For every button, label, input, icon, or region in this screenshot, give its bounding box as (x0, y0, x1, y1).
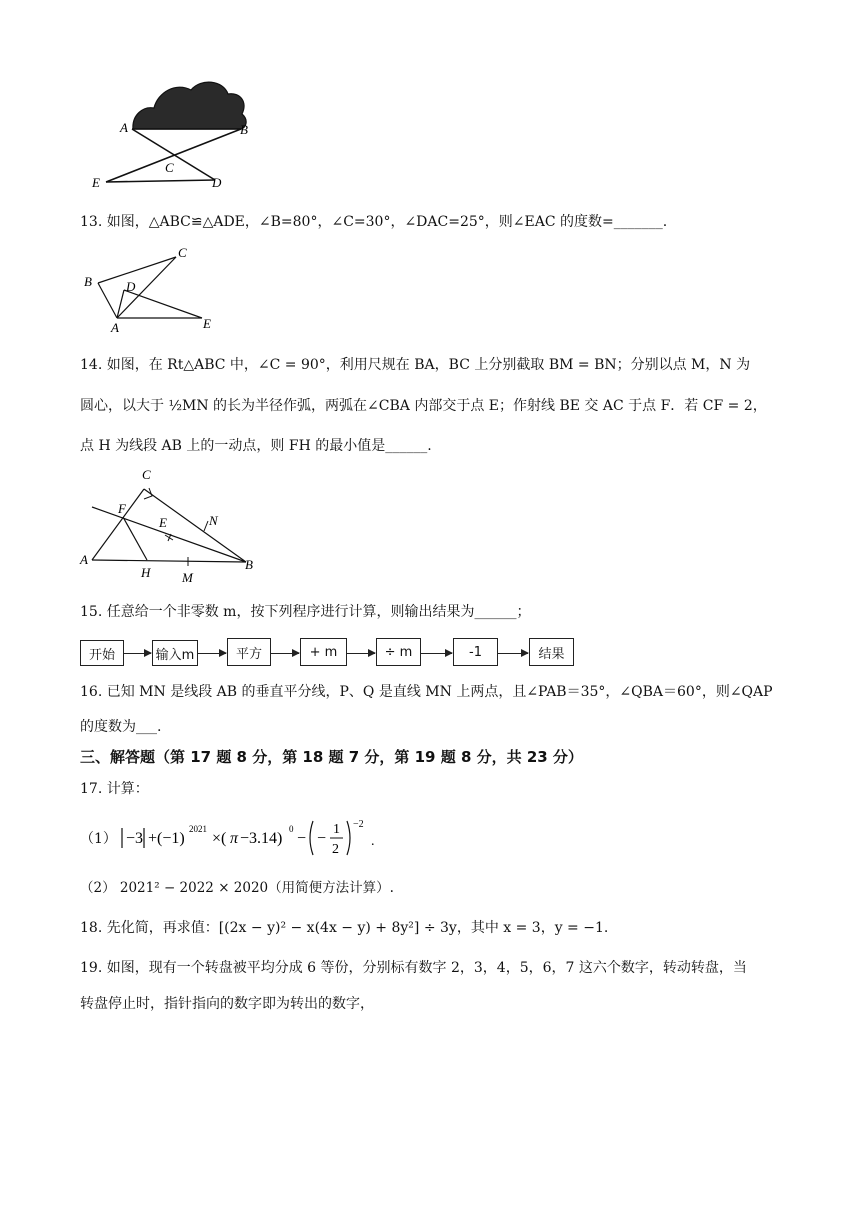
flow-step-square: 平方 (227, 638, 271, 666)
label-M: M (182, 570, 193, 585)
svg-text:2: 2 (331, 842, 339, 857)
flow-step-add-m: + m (300, 638, 347, 666)
svg-text:0: 0 (288, 824, 294, 834)
cloud-shape (133, 82, 246, 129)
question-16-line-2: 的度数为___. (80, 719, 162, 735)
label-D: D (212, 175, 222, 190)
svg-text:2021: 2021 (188, 824, 207, 834)
flow-arrow-icon (271, 653, 299, 654)
label-B: B (245, 557, 253, 572)
label-N: N (209, 513, 218, 528)
svg-text:+(−1): +(−1) (147, 830, 185, 847)
question-18-text: 18. 先化简，再求值：[(2x − y)² − x(4x − y) + 8y²] ÷ 3y，其中 x = 3，y = −1. (80, 920, 609, 936)
label-A: A (111, 320, 119, 335)
label-H: H (141, 565, 151, 580)
flow-step-result: 结果 (529, 638, 574, 666)
figure-12 (88, 70, 268, 195)
flow-step-start: 开始 (80, 640, 124, 666)
label-A: A (80, 552, 88, 567)
svg-text:×(: ×( (211, 830, 227, 847)
part-1-expression (117, 815, 417, 861)
label-B: B (84, 274, 92, 289)
svg-text:−: − (296, 830, 306, 847)
question-15-text: 15. 任意给一个非零数 m，按下列程序进行计算，则输出结果为______； (80, 604, 531, 620)
label-E: E (203, 316, 211, 331)
flow-arrow-icon (124, 653, 151, 654)
label-E: E (92, 175, 100, 190)
question-14-line-3: 点 H 为线段 AB 上的一动点，则 FH 的最小值是______. (80, 438, 432, 454)
label-B: B (240, 122, 248, 137)
question-17-part-2: （2） 2021² − 2022 × 2020（用简便方法计算）. (80, 880, 394, 896)
svg-text:−3: −3 (125, 830, 143, 847)
label-E: E (159, 515, 167, 530)
svg-text:.: . (370, 834, 375, 849)
question-14-line-2: 圆心，以大于 ½MN 的长为半径作弧，两弧在∠CBA 内部交于点 E；作射线 BE 交 AC 于点 F．若 CF = 2， (80, 398, 767, 414)
question-13-text: 13. 如图，△ABC≌△ADE，∠B=80°，∠C=30°，∠DAC=25°，则∠EAC 的度数=_______. (80, 214, 668, 230)
label-C: C (178, 245, 187, 260)
label-D: D (126, 279, 136, 294)
figure-13 (80, 240, 230, 335)
svg-text:−2: −2 (352, 819, 364, 830)
question-14-line-1: 14. 如图，在 Rt△ABC 中，∠C = 90°，利用尺规在 BA，BC 上分别截取 BM = BN；分别以点 M，N 为 (80, 357, 751, 373)
question-19-line-2: 转盘停止时，指针指向的数字即为转出的数字， (80, 996, 374, 1012)
label-F: F (118, 501, 126, 516)
svg-text:−3.14): −3.14) (239, 830, 283, 847)
flow-arrow-icon (421, 653, 452, 654)
question-19-line-1: 19. 如图，现有一个转盘被平均分成 6 等份，分别标有数字 2，3，4，5，6，7 这六个数字，转动转盘，当 (80, 960, 747, 976)
label-C: C (165, 160, 174, 175)
flow-arrow-icon (498, 653, 528, 654)
flow-step-minus-one: -1 (453, 638, 498, 666)
section-3-heading: 三、解答题（第 17 题 8 分，第 18 题 7 分，第 19 题 8 分，共 23 分） (80, 748, 583, 766)
question-17-title: 17. 计算： (80, 781, 149, 797)
part-1-label: （1） (80, 831, 117, 847)
flow-step-divide-m: ÷ m (376, 638, 421, 666)
svg-text:−: − (316, 830, 326, 847)
svg-text:π: π (229, 830, 238, 847)
svg-text:1: 1 (332, 822, 340, 837)
figure-14 (78, 465, 268, 590)
label-C: C (142, 467, 151, 482)
flow-arrow-icon (347, 653, 375, 654)
flow-step-input: 输入m (152, 640, 198, 666)
question-16-line-1: 16. 已知 MN 是线段 AB 的垂直平分线，P、Q 是直线 MN 上两点，且∠PAB＝35°，∠QBA＝60°，则∠QAP (80, 684, 773, 700)
label-A: A (120, 120, 128, 135)
flow-arrow-icon (198, 653, 226, 654)
question-17-part-1 (80, 815, 417, 861)
